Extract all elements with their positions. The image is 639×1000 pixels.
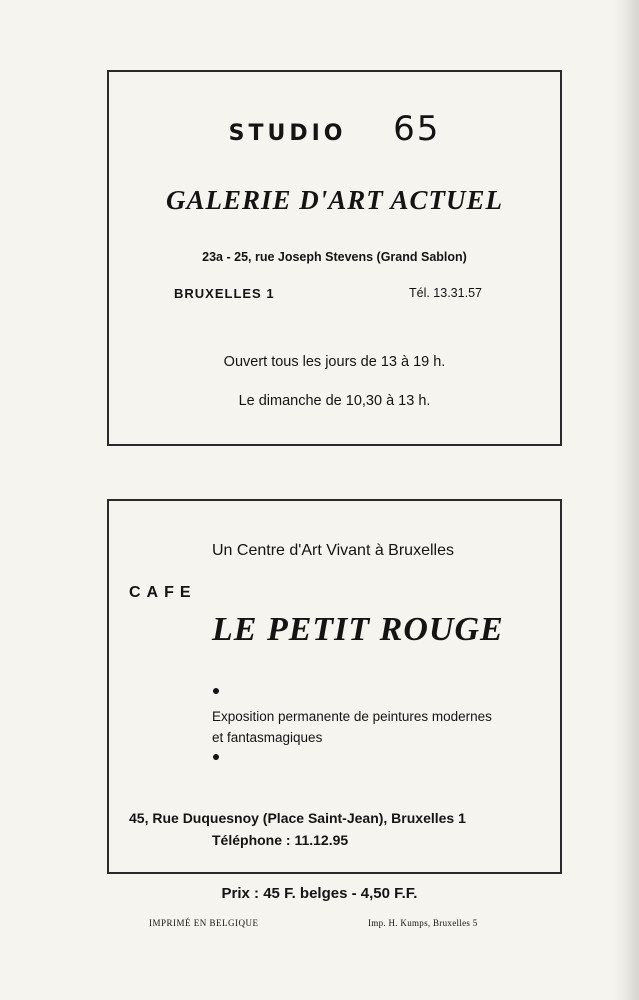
- cafe-tagline: Un Centre d'Art Vivant à Bruxelles: [212, 542, 454, 559]
- cafe-label: CAFE: [129, 584, 197, 601]
- studio-phone: Tél. 13.31.57: [409, 286, 482, 300]
- studio-name-word: STUDIO: [228, 121, 347, 146]
- studio-hours-weekday: Ouvert tous les jours de 13 à 19 h.: [223, 354, 446, 370]
- price-line: Prix : 45 F. belges - 4,50 F.F.: [221, 885, 418, 902]
- studio-name-number: 65: [393, 109, 441, 149]
- cafe-exhibition-line-1: Exposition permanente de peintures modernes: [212, 709, 492, 724]
- studio-hours-sunday: Le dimanche de 10,30 à 13 h.: [238, 393, 431, 409]
- printer-credit: Imp. H. Kumps, Bruxelles 5: [368, 918, 478, 928]
- advertisement-cafe-petit-rouge: [107, 499, 562, 874]
- bullet-dot-icon: [213, 754, 219, 760]
- advertisement-studio-65: [107, 70, 562, 446]
- printed-in-note: IMPRIMÉ EN BELGIQUE: [149, 918, 259, 928]
- studio-address: 23a - 25, rue Joseph Stevens (Grand Sablon): [202, 250, 467, 264]
- studio-name: [109, 109, 560, 149]
- cafe-name: LE PETIT ROUGE: [212, 611, 504, 648]
- cafe-exhibition-line-2: et fantasmagiques: [212, 730, 323, 745]
- studio-city: BRUXELLES 1: [174, 286, 275, 301]
- bullet-dot-icon: [213, 688, 219, 694]
- cafe-phone: Téléphone : 11.12.95: [212, 832, 349, 848]
- page-edge-shadow: [613, 0, 639, 1000]
- cafe-address: 45, Rue Duquesnoy (Place Saint-Jean), Bruxelles 1: [129, 810, 466, 826]
- gallery-subtitle: GALERIE D'ART ACTUEL: [165, 185, 504, 215]
